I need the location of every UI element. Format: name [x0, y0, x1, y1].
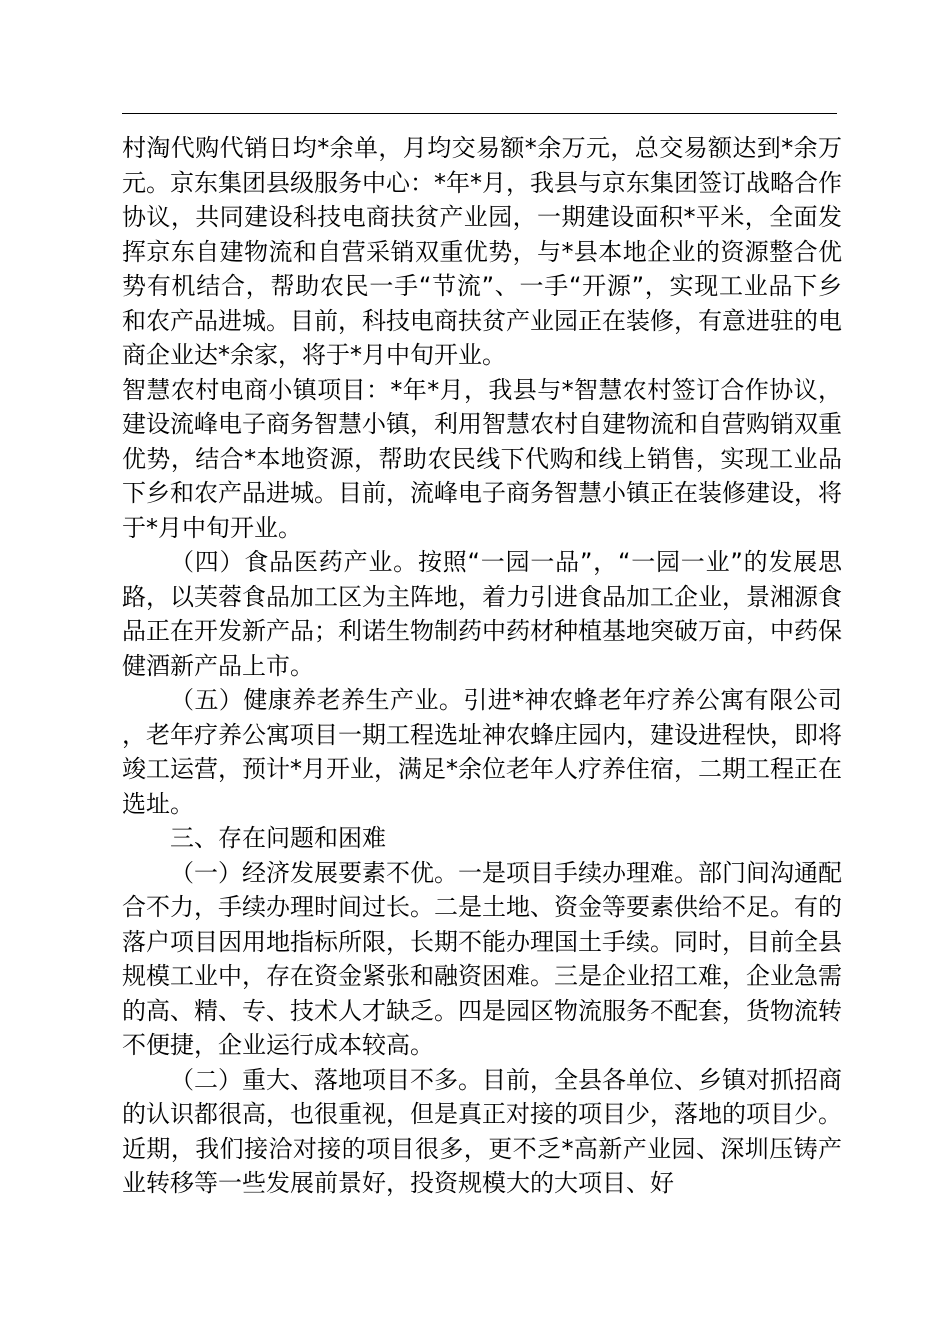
paragraph-smart-village-town: 智慧农村电商小镇项目：*年*月，我县与*智慧农村签订合作协议，建设流峰电子商务智慧小镇，利用智慧农村自建物流和自营购销双重优势，结合*本地资源，帮助农民线下代购和线上销售，实现工业品下乡和农产品进城。目前，流峰电子商务智慧小镇正在装修建设，将于*月中旬开业。 — [122, 375, 842, 542]
header-rule — [122, 113, 837, 114]
document-body — [122, 131, 842, 1201]
section-heading-problems: 三、存在问题和困难 — [170, 824, 386, 852]
paragraph-major-projects: （二）重大、落地项目不多。目前，全县各单位、乡镇对抓招商的认识都很高，也很重视，但是真正对接的项目少，落地的项目少。近期，我们接洽对接的项目很多，更不乏*高新产业园、深圳压铸产业转移等一些发展前景好，投资规模大的大项目、好 — [122, 1065, 842, 1197]
paragraph-economic-factors: （一）经济发展要素不优。一是项目手续办理难。部门间沟通配合不力，手续办理时间过长。二是土地、资金等要素供给不足。有的落户项目因用地指标所限，长期不能办理国土手续。同时，目前全县规模工业中，存在资金紧张和融资困难。三是企业招工难，企业急需的高、精、专、技术人才缺乏。四是园区物流服务不配套，货物流转不便捷，企业运行成本较高。 — [122, 858, 842, 1059]
paragraph-ecommerce-continued: 村淘代购代销日均*余单，月均交易额*余万元，总交易额达到*余万元。京东集团县级服务中心：*年*月，我县与京东集团签订战略合作协议，共同建设科技电商扶贫产业园，一期建设面积*平米，全面发挥京东自建物流和自营采销双重优势，与*县本地企业的资源整合优势有机结合，帮助农民一手“节流”、一手“开源”，实现工业品下乡和农产品进城。目前，科技电商扶贫产业园正在装修，有意进驻的电商企业达*余家，将于*月中旬开业。 — [122, 134, 842, 369]
paragraph-health-elderly-care: （五）健康养老养生产业。引进*神农蜂老年疗养公寓有限公司，老年疗养公寓项目一期工程选址神农蜂庄园内，建设进程快，即将竣工运营，预计*月开业，满足*余位老年人疗养住宿，二期工程正在选址。 — [122, 686, 842, 818]
paragraph-food-medicine: （四）食品医药产业。按照“一园一品”，“一园一业”的发展思路，以芙蓉食品加工区为主阵地，着力引进食品加工企业，景湘源食品正在开发新产品；利诺生物制药中药材种植基地突破万亩，中药保健酒新产品上市。 — [122, 548, 842, 680]
